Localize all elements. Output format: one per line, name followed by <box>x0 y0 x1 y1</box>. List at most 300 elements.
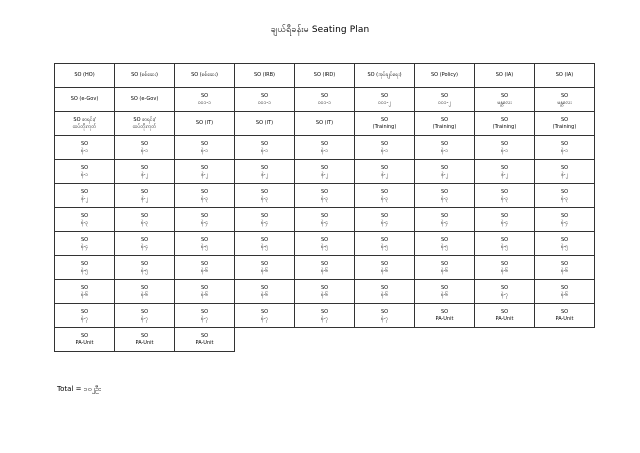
seat-cell <box>55 256 115 280</box>
seat-cell-line: (Training) <box>492 123 517 130</box>
seat-cell <box>235 256 295 280</box>
seat-cell-line: နဲ-၆ <box>320 267 329 274</box>
seat-cell <box>55 88 115 112</box>
seat-cell-line: နဲ-၇ <box>200 315 209 322</box>
seat-cell-line: SO (IT) <box>255 120 274 127</box>
seat-cell <box>55 136 115 160</box>
seat-cell-line: SO (အုပ်ချုပ်ရေး) <box>367 72 402 79</box>
seat-cell <box>355 232 415 256</box>
seat-cell-line: SO <box>560 236 569 243</box>
seat-cell-line: နဲ-၁ <box>80 147 89 154</box>
seat-cell-line: SO <box>140 236 149 243</box>
seat-cell-line: SO <box>260 140 269 147</box>
seat-cell-line: နဲ-၅ <box>200 243 209 250</box>
seating-plan-body <box>55 64 595 352</box>
empty-cell <box>355 328 415 352</box>
seat-cell-line: SO (e-Gov) <box>130 96 159 103</box>
seat-cell <box>295 64 355 88</box>
seat-cell-line: SO <box>320 308 329 315</box>
seat-cell <box>475 64 535 88</box>
seat-cell-line: SO <box>440 188 449 195</box>
seat-cell <box>535 280 595 304</box>
seat-cell <box>355 64 415 88</box>
seat-cell-line: SO <box>440 236 449 243</box>
seat-cell-line: SO (Policy) <box>431 72 458 79</box>
seat-cell-line: SO <box>500 260 509 267</box>
seat-cell-line: နဲ-၁ <box>320 147 329 154</box>
seat-cell <box>175 256 235 280</box>
seat-cell <box>535 184 595 208</box>
seat-cell <box>175 160 235 184</box>
seat-cell <box>475 184 535 208</box>
seat-cell-line: SO <box>260 260 269 267</box>
seat-cell-line: SO <box>320 92 329 99</box>
seat-cell-line: နဲ-၆ <box>200 267 209 274</box>
seat-cell-line: နဲ-၅ <box>260 243 269 250</box>
seat-cell <box>475 136 535 160</box>
seat-cell <box>415 88 475 112</box>
seat-cell-line: SO <box>200 212 209 219</box>
seat-cell-line: နဲ-၅ <box>140 267 149 274</box>
seat-cell-line: နဲ-၄ <box>200 219 209 226</box>
seat-cell-line: SO <box>80 284 89 291</box>
seat-cell-line: နဲ-၆ <box>260 267 269 274</box>
seat-cell-line: SO <box>320 212 329 219</box>
seat-cell <box>55 304 115 328</box>
seat-cell-line: နဲ-၄ <box>320 219 329 226</box>
seat-cell <box>355 112 415 136</box>
seat-cell-line: SO <box>500 284 509 291</box>
seat-cell-line: နဲ-၆ <box>380 267 389 274</box>
seat-cell-line: SO <box>200 236 209 243</box>
table-row <box>55 328 595 352</box>
seat-cell-line: SO <box>80 140 89 147</box>
table-row <box>55 112 595 136</box>
seat-cell <box>415 304 475 328</box>
seat-cell <box>235 88 295 112</box>
seat-cell <box>235 136 295 160</box>
table-row <box>55 184 595 208</box>
seat-cell-line: SO <box>260 212 269 219</box>
seat-cell-line: နဲ-၄ <box>440 219 449 226</box>
seat-cell-line: နဲ-၅ <box>560 243 569 250</box>
seat-cell-line: SO <box>140 164 149 171</box>
table-row <box>55 256 595 280</box>
empty-cell <box>415 328 475 352</box>
seat-cell <box>415 280 475 304</box>
seat-cell <box>115 136 175 160</box>
seat-cell-line: SO <box>440 284 449 291</box>
seat-cell-line: နဲ-၂ <box>81 195 88 202</box>
seat-cell <box>355 280 415 304</box>
seat-cell-line: (Training) <box>552 123 577 130</box>
seat-cell-line: SO <box>560 140 569 147</box>
seat-cell <box>295 112 355 136</box>
seat-cell-line: နဲ-၂ <box>141 171 148 178</box>
seat-cell-line: နဲ-၆ <box>500 267 509 274</box>
seat-cell-line: SO <box>140 308 149 315</box>
empty-cell <box>295 328 355 352</box>
seat-cell-line: ထပ်တိုးကုတ် <box>72 123 97 130</box>
seat-cell <box>115 280 175 304</box>
seat-cell-line: SO <box>380 116 389 123</box>
seat-cell <box>115 256 175 280</box>
seat-cell-line: SO <box>320 236 329 243</box>
seat-cell <box>295 256 355 280</box>
seat-cell <box>475 232 535 256</box>
seat-cell <box>295 280 355 304</box>
seat-cell-line: PA-Unit <box>135 339 154 346</box>
seat-cell <box>355 88 415 112</box>
seat-cell-line: နဲ-၅ <box>380 243 389 250</box>
seat-cell <box>115 112 175 136</box>
seat-cell-line: နဲ-၃ <box>320 195 329 202</box>
seat-cell <box>415 232 475 256</box>
seat-cell-line: နဲ-၄ <box>260 219 269 226</box>
seat-cell <box>475 304 535 328</box>
seat-cell-line: ထပ်တိုးကုတ် <box>132 123 157 130</box>
seat-cell-line: SO <box>440 140 449 147</box>
seat-cell-line: နဲ-၆ <box>200 291 209 298</box>
seat-cell-line: SO <box>500 212 509 219</box>
seat-cell-line: SO <box>500 308 509 315</box>
seat-cell <box>355 160 415 184</box>
seat-cell-line: SO <box>380 212 389 219</box>
seat-cell-line: နဲ-၆ <box>440 267 449 274</box>
seat-cell-line: SO <box>80 332 89 339</box>
seat-cell <box>415 184 475 208</box>
seat-cell-line: SO <box>440 308 449 315</box>
seat-cell-line: နဲ-၆ <box>380 291 389 298</box>
seat-cell <box>415 112 475 136</box>
seat-cell-line: SO <box>560 212 569 219</box>
seat-cell-line: နဲ-၆ <box>260 291 269 298</box>
seat-cell-line: နဲ-၃ <box>140 219 149 226</box>
seat-cell-line: SO <box>140 212 149 219</box>
seat-cell-line: SO <box>440 116 449 123</box>
seat-cell-line: SO <box>380 308 389 315</box>
seat-cell-line: နဲ-၂ <box>561 171 568 178</box>
seat-cell-line: ၀၀၁-၂ <box>378 99 391 106</box>
seat-cell-line: PA-Unit <box>75 339 94 346</box>
seat-cell-line: နဲ-၇ <box>500 291 509 298</box>
seat-cell-line: SO <box>260 188 269 195</box>
table-row <box>55 136 595 160</box>
seat-cell <box>175 304 235 328</box>
seat-cell-line: SO <box>200 284 209 291</box>
seat-cell-line: SO <box>440 92 449 99</box>
seat-cell-line: SO <box>380 284 389 291</box>
seat-cell <box>175 232 235 256</box>
seat-cell-line: SO <box>80 260 89 267</box>
seat-cell-line: နဲ-၁ <box>140 147 149 154</box>
seat-cell-line: နဲ-၂ <box>321 171 328 178</box>
seat-cell <box>55 64 115 88</box>
seating-plan-table <box>54 63 595 352</box>
seat-cell-line: SO <box>440 260 449 267</box>
seat-cell-line: မန္တလေး <box>557 99 572 106</box>
seat-cell <box>115 88 175 112</box>
seat-cell-line: SO <box>440 212 449 219</box>
seat-cell-line: SO <box>320 188 329 195</box>
seat-cell-line: နဲ-၁ <box>560 147 569 154</box>
seat-cell-line: SO <box>440 164 449 171</box>
seat-cell-line: SO (IRD) <box>313 72 336 79</box>
seat-cell <box>535 232 595 256</box>
seat-cell <box>535 64 595 88</box>
seat-cell <box>295 232 355 256</box>
table-row <box>55 304 595 328</box>
seat-cell <box>115 160 175 184</box>
seat-cell <box>115 328 175 352</box>
seat-cell-line: မန္တလေး <box>497 99 512 106</box>
seat-cell-line: နဲ-၁ <box>440 147 449 154</box>
seat-cell-line: SO <box>80 308 89 315</box>
seat-cell-line: SO <box>380 236 389 243</box>
seat-cell-line: SO (IRB) <box>254 72 275 79</box>
table-row <box>55 208 595 232</box>
seat-cell-line: SO (စစ်ဆေး) <box>191 72 218 79</box>
seat-cell-line: SO <box>560 188 569 195</box>
seat-cell-line: SO <box>200 260 209 267</box>
seat-cell <box>295 160 355 184</box>
seat-cell <box>115 208 175 232</box>
seat-cell-line: နဲ-၃ <box>80 219 89 226</box>
seat-cell-line: SO <box>80 236 89 243</box>
seat-cell-line: နဲ-၆ <box>80 291 89 298</box>
seat-cell-line: SO <box>320 140 329 147</box>
seat-cell <box>55 232 115 256</box>
seat-cell <box>175 64 235 88</box>
seat-cell-line: SO <box>560 260 569 267</box>
seat-cell-line: SO <box>140 260 149 267</box>
seat-cell-line: နဲ-၃ <box>500 195 509 202</box>
seat-cell-line: နဲ-၃ <box>440 195 449 202</box>
seat-cell-line: SO <box>380 188 389 195</box>
seat-cell-line: SO <box>560 308 569 315</box>
seat-cell-line: နဲ-၆ <box>560 267 569 274</box>
seat-cell <box>535 304 595 328</box>
seat-cell-line: SO <box>560 164 569 171</box>
seat-cell <box>355 208 415 232</box>
seat-cell-line: SO <box>380 140 389 147</box>
seat-cell <box>175 88 235 112</box>
seat-cell <box>55 112 115 136</box>
seat-cell-line: SO <box>560 92 569 99</box>
seat-cell-line: SO <box>200 140 209 147</box>
seat-cell <box>415 160 475 184</box>
empty-cell <box>235 328 295 352</box>
seat-cell-line: SO <box>200 164 209 171</box>
seat-cell-line: SO <box>200 308 209 315</box>
seat-cell <box>295 88 355 112</box>
seat-cell-line: ၀၀၁-၁ <box>197 99 212 106</box>
seat-cell-line: SO <box>260 92 269 99</box>
seat-cell-line: နဲ-၂ <box>441 171 448 178</box>
seat-cell <box>355 304 415 328</box>
seat-cell-line: နဲ-၃ <box>380 195 389 202</box>
seat-cell-line: PA-Unit <box>555 315 574 322</box>
seat-cell-line: နဲ-၇ <box>380 315 389 322</box>
seat-cell <box>475 280 535 304</box>
seat-cell <box>235 232 295 256</box>
seat-cell-line: SO <box>380 260 389 267</box>
seat-cell-line: (Training) <box>372 123 397 130</box>
seat-cell <box>475 112 535 136</box>
seat-cell-line: SO စာရင်း/ <box>73 116 96 123</box>
seat-cell-line: နဲ-၃ <box>200 195 209 202</box>
table-row <box>55 232 595 256</box>
seat-cell <box>175 328 235 352</box>
seat-cell-line: နဲ-၆ <box>320 291 329 298</box>
seat-cell-line: SO <box>500 236 509 243</box>
seat-cell <box>115 184 175 208</box>
seat-cell-line: (Training) <box>432 123 457 130</box>
seat-cell <box>115 64 175 88</box>
seat-cell <box>55 208 115 232</box>
seat-cell-line: ၀၀၁-၁ <box>257 99 272 106</box>
seat-cell-line: SO <box>320 164 329 171</box>
seat-cell <box>115 232 175 256</box>
seat-cell <box>355 256 415 280</box>
seat-cell <box>355 184 415 208</box>
seat-cell-line: နဲ-၁ <box>380 147 389 154</box>
seat-cell <box>175 184 235 208</box>
seat-cell <box>535 208 595 232</box>
seat-cell <box>535 136 595 160</box>
seat-cell <box>415 136 475 160</box>
seat-cell-line: ၀၀၁-၂ <box>438 99 451 106</box>
seat-cell <box>295 136 355 160</box>
seat-cell-line: PA-Unit <box>495 315 514 322</box>
seat-cell <box>295 304 355 328</box>
seat-cell <box>55 280 115 304</box>
seat-cell-line: နဲ-၁ <box>260 147 269 154</box>
seat-cell <box>55 160 115 184</box>
seat-cell-line: SO (IT) <box>195 120 214 127</box>
seat-cell-line: SO <box>500 164 509 171</box>
seat-cell <box>235 112 295 136</box>
seat-cell-line: နဲ-၁ <box>80 171 89 178</box>
seat-cell-line: နဲ-၄ <box>80 243 89 250</box>
seat-cell-line: SO <box>380 92 389 99</box>
total-count: Total = ၁၀၂ဦး <box>57 385 101 393</box>
table-row <box>55 160 595 184</box>
seat-cell <box>295 184 355 208</box>
seat-cell-line: SO <box>380 164 389 171</box>
seat-cell-line: နဲ-၂ <box>261 171 268 178</box>
seat-cell-line: ၀၀၁-၁ <box>317 99 332 106</box>
seat-cell <box>175 280 235 304</box>
seat-cell <box>235 64 295 88</box>
seat-cell-line: SO (IA) <box>555 72 574 79</box>
seat-cell-line: PA-Unit <box>435 315 454 322</box>
seat-cell-line: နဲ-၃ <box>260 195 269 202</box>
seat-cell <box>535 256 595 280</box>
seat-cell-line: နဲ-၂ <box>141 195 148 202</box>
seat-cell <box>475 256 535 280</box>
seat-cell-line: နဲ-၂ <box>381 171 388 178</box>
seat-cell-line: SO <box>140 188 149 195</box>
seat-cell-line: နဲ-၅ <box>500 243 509 250</box>
seat-cell-line: နဲ-၄ <box>140 243 149 250</box>
seat-cell <box>235 208 295 232</box>
seat-cell-line: နဲ-၇ <box>80 315 89 322</box>
seat-cell-line: PA-Unit <box>195 339 214 346</box>
seat-cell-line: နဲ-၁ <box>200 147 209 154</box>
seat-cell-line: SO <box>260 236 269 243</box>
seat-cell-line: နဲ-၆ <box>140 291 149 298</box>
seat-cell-line: SO <box>500 140 509 147</box>
seat-cell-line: SO <box>200 188 209 195</box>
page-title: ချယ်ရီခန်းမ Seating Plan <box>270 25 370 35</box>
seat-cell <box>175 208 235 232</box>
table-row <box>55 64 595 88</box>
seat-cell-line: နဲ-၇ <box>260 315 269 322</box>
seat-cell <box>535 112 595 136</box>
seat-cell-line: နဲ-၁ <box>500 147 509 154</box>
seat-cell-line: နဲ-၆ <box>560 291 569 298</box>
seat-cell-line: နဲ-၅ <box>440 243 449 250</box>
seat-cell-line: SO <box>140 332 149 339</box>
seat-cell-line: SO <box>500 116 509 123</box>
seat-cell <box>115 304 175 328</box>
seat-cell-line: နဲ-၄ <box>500 219 509 226</box>
seat-cell-line: SO <box>320 284 329 291</box>
seat-cell-line: နဲ-၅ <box>80 267 89 274</box>
seat-cell-line: နဲ-၄ <box>380 219 389 226</box>
seat-cell <box>535 160 595 184</box>
seat-cell-line: SO <box>200 332 209 339</box>
table-row <box>55 280 595 304</box>
seat-cell-line: SO (e-Gov) <box>70 96 99 103</box>
seat-cell-line: SO (HO) <box>74 72 95 79</box>
seat-cell-line: SO <box>260 284 269 291</box>
empty-cell <box>475 328 535 352</box>
table-row <box>55 88 595 112</box>
seat-cell-line: SO <box>80 188 89 195</box>
seat-cell <box>55 184 115 208</box>
seat-cell <box>235 184 295 208</box>
seat-cell-line: နဲ-၇ <box>140 315 149 322</box>
seat-cell-line: SO <box>140 284 149 291</box>
seat-cell-line: SO စာရင်း/ <box>133 116 156 123</box>
seat-cell-line: နဲ-၄ <box>560 219 569 226</box>
seat-cell-line: နဲ-၃ <box>560 195 569 202</box>
seat-cell-line: SO <box>500 92 509 99</box>
seat-cell-line: SO <box>560 284 569 291</box>
seat-cell <box>355 136 415 160</box>
seat-cell <box>175 112 235 136</box>
seat-cell-line: နဲ-၆ <box>440 291 449 298</box>
seat-cell-line: SO <box>260 308 269 315</box>
seat-cell-line: SO <box>500 188 509 195</box>
seat-cell-line: နဲ-၂ <box>501 171 508 178</box>
seat-cell <box>415 64 475 88</box>
seat-cell-line: SO (IA) <box>495 72 514 79</box>
seat-cell <box>235 280 295 304</box>
seat-cell <box>415 256 475 280</box>
seat-cell-line: SO (IT) <box>315 120 334 127</box>
seat-cell <box>475 160 535 184</box>
seat-cell <box>55 328 115 352</box>
seat-cell <box>475 88 535 112</box>
empty-cell <box>535 328 595 352</box>
seat-cell-line: SO <box>140 140 149 147</box>
seat-cell-line: SO <box>80 212 89 219</box>
seat-cell <box>235 304 295 328</box>
seat-cell-line: SO <box>560 116 569 123</box>
